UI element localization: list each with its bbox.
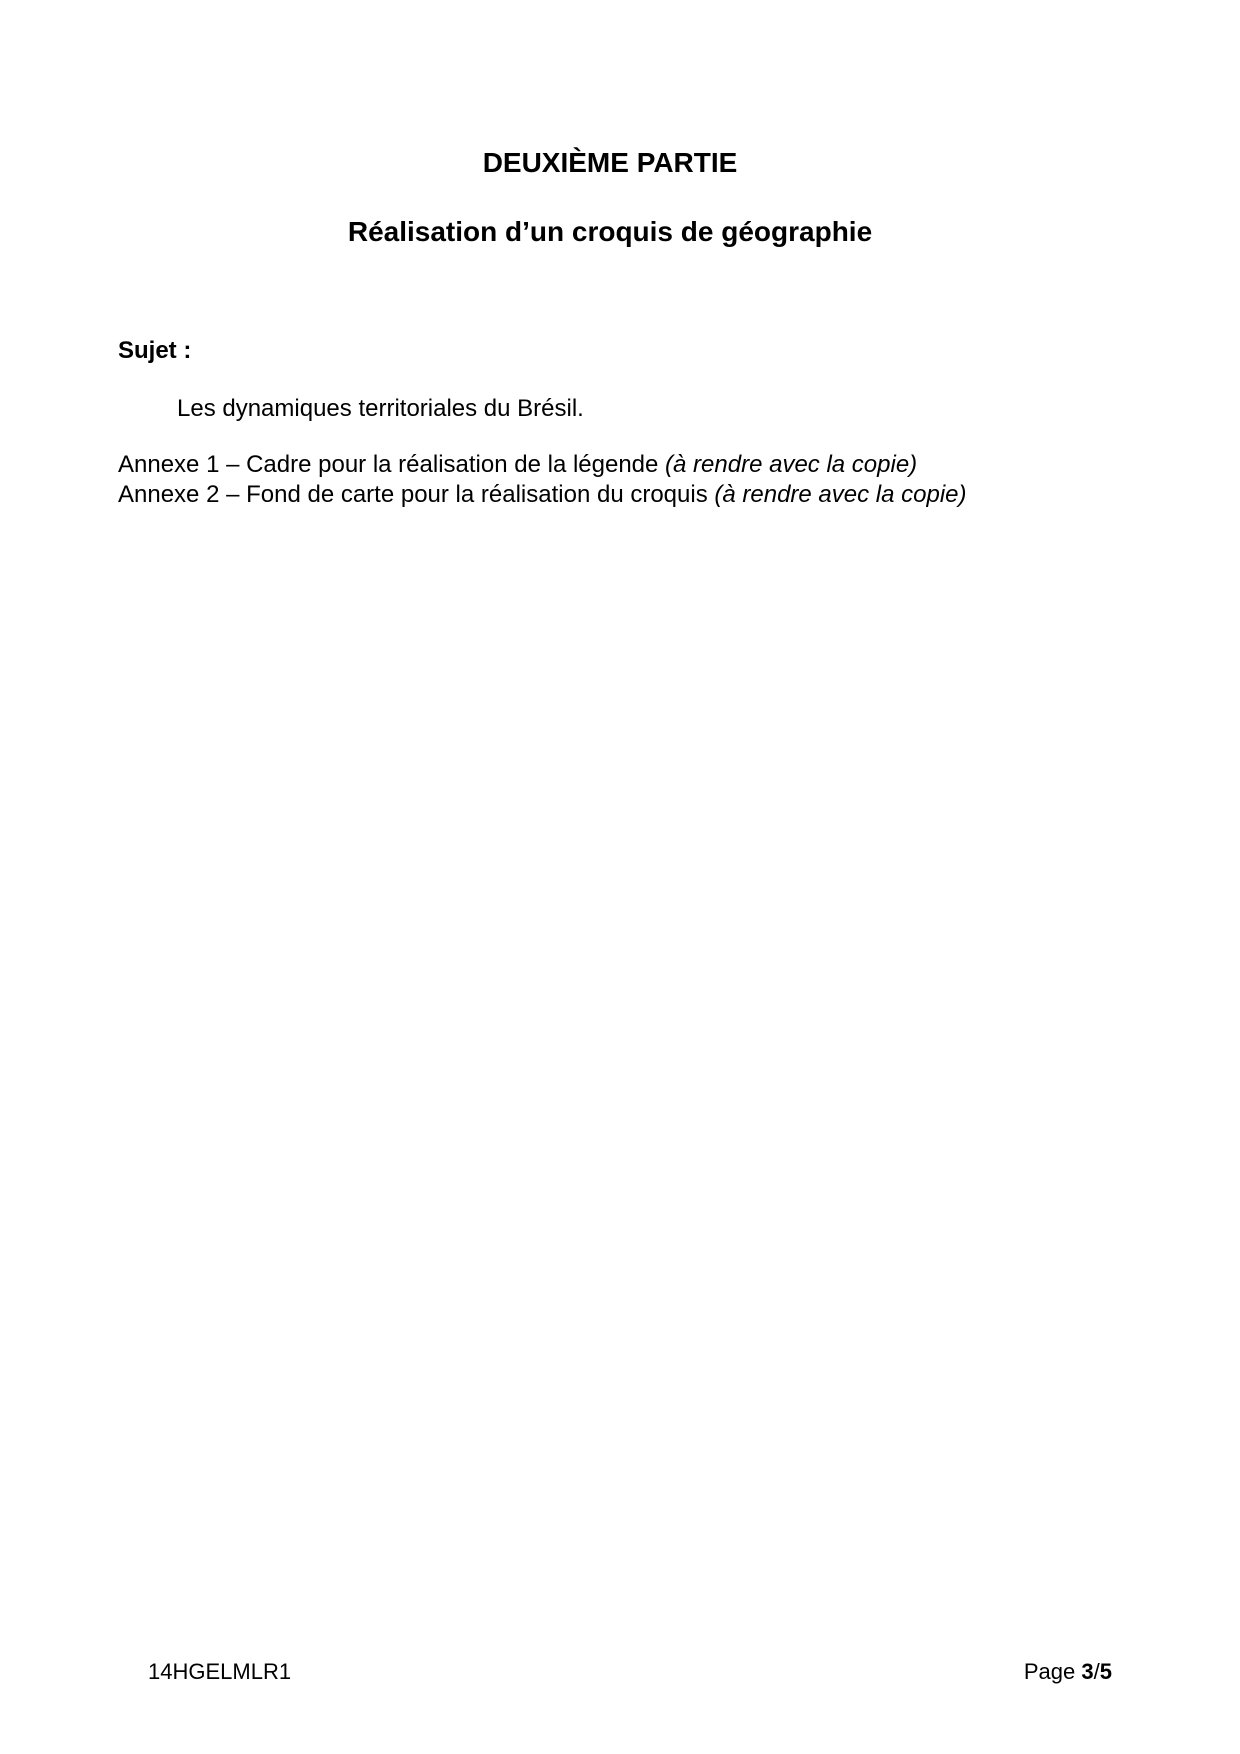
annex-item-text: Annexe 1 – Cadre pour la réalisation de la légende — [118, 451, 666, 478]
page-separator: / — [1093, 1659, 1100, 1684]
subject-label: Sujet : — [118, 337, 192, 364]
page-number — [1024, 1658, 1112, 1686]
annex-list — [118, 450, 967, 510]
part-title: DEUXIÈME PARTIE — [482, 147, 738, 178]
annex-item-text: Annexe 2 – Fond de carte pour la réalisation du croquis — [118, 481, 715, 508]
annex-item-2 — [118, 480, 967, 510]
annex-item-note: (à rendre avec la copie) — [665, 451, 918, 478]
annex-item-note: (à rendre avec la copie) — [714, 481, 967, 508]
part-subtitle: Réalisation d’un croquis de géographie — [347, 216, 873, 247]
annex-item-1 — [118, 450, 967, 480]
page-current: 3 — [1081, 1659, 1094, 1684]
page-total: 5 — [1099, 1659, 1112, 1684]
subject-text: Les dynamiques territoriales du Brésil. — [177, 395, 584, 422]
document-code: 14HGELMLR1 — [148, 1659, 292, 1684]
page-prefix: Page — [1023, 1659, 1082, 1684]
